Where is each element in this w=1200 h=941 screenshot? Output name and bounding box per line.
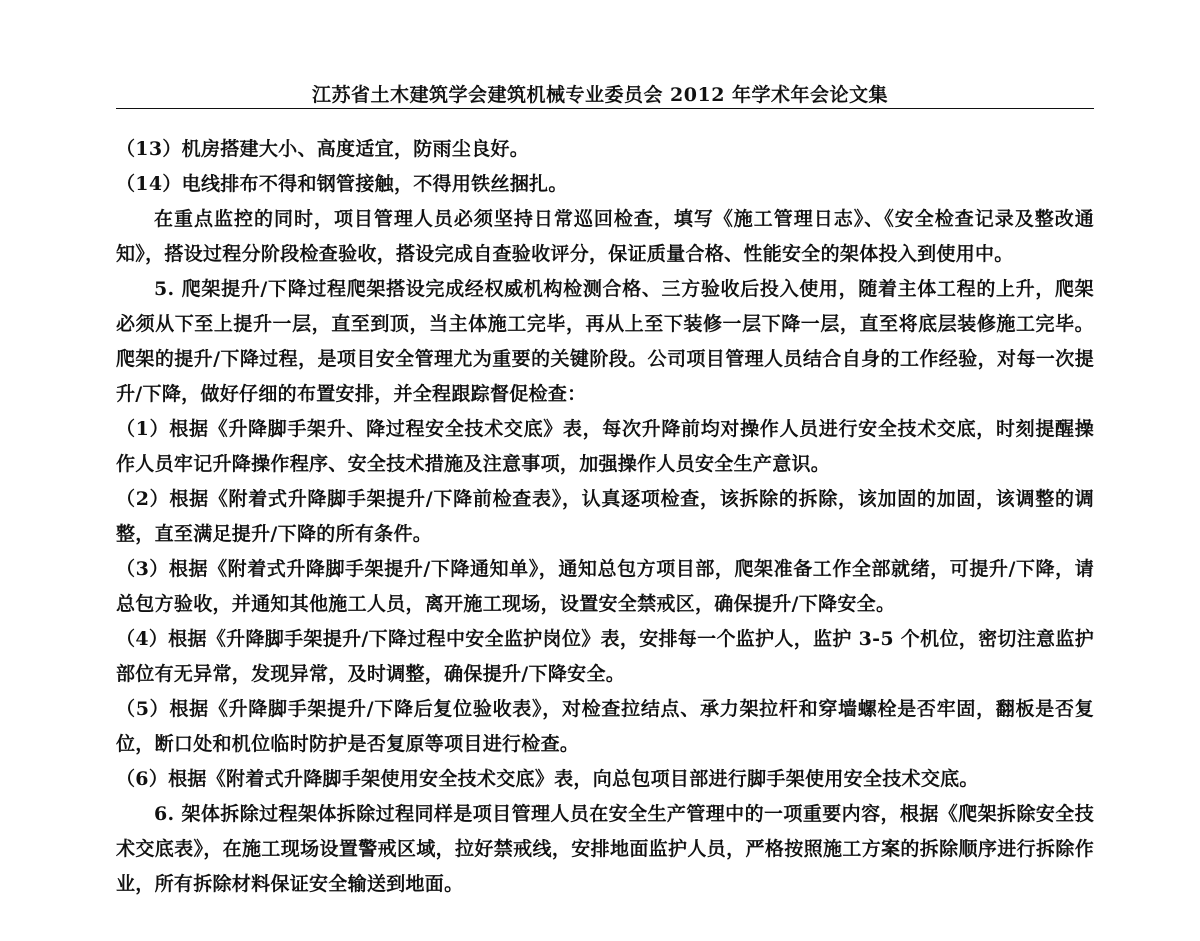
list-item-4: （4）根据《升降脚手架提升/下降过程中安全监护岗位》表，安排每一个监护人，监护 3-5 个机位，密切注意监护部位有无异常，发现异常，及时调整，确保提升/下降安全。 — [116, 628, 1094, 685]
document-body — [116, 132, 1094, 902]
list-item-1: （1）根据《升降脚手架升、降过程安全技术交底》表，每次升降前均对操作人员进行安全技术交底，时刻提醒操作人员牢记升降操作程序、安全技术措施及注意事项，加强操作人员安全生产意识。 — [116, 418, 1094, 475]
header-divider — [116, 108, 1094, 109]
list-item-2: （2）根据《附着式升降脚手架提升/下降前检查表》，认真逐项检查，该拆除的拆除，该加固的加固，该调整的调整，直至满足提升/下降的所有条件。 — [116, 488, 1094, 545]
list-item-5: （5）根据《升降脚手架提升/下降后复位验收表》，对检查拉结点、承力架拉杆和穿墙螺栓是否牢固，翻板是否复位，断口处和机位临时防护是否复原等项目进行检查。 — [116, 698, 1094, 755]
list-item-13: （13）机房搭建大小、高度适宜，防雨尘良好。 — [116, 138, 530, 160]
paragraph-inspection: 在重点监控的同时，项目管理人员必须坚持日常巡回检查，填写《施工管理日志》、《安全检查记录及整改通知》，搭设过程分阶段检查验收，搭设完成自查验收评分，保证质量合格、性能安全的架体投入到使用中。 — [116, 208, 1094, 265]
list-item-6: （6）根据《附着式升降脚手架使用安全技术交底》表，向总包项目部进行脚手架使用安全技术交底。 — [116, 768, 979, 790]
list-item-3: （3）根据《附着式升降脚手架提升/下降通知单》，通知总包方项目部，爬架准备工作全部就绪，可提升/下降，请总包方验收，并通知其他施工人员，离开施工现场，设置安全禁戒区，确保提升/下降安全。 — [116, 558, 1094, 615]
paragraph-section-5: 5. 爬架提升/下降过程爬架搭设完成经权威机构检测合格、三方验收后投入使用，随着主体工程的上升，爬架必须从下至上提升一层，直至到顶，当主体施工完毕，再从上至下装修一层下降一层，直至将底层装修施工完毕。爬架的提升/下降过程，是项目安全管理尤为重要的关键阶段。公司项目管理人员结合自身的工作经验，对每一次提升/下降，做好仔细的布置安排，并全程跟踪督促检查： — [116, 278, 1094, 405]
list-item-14: （14）电线排布不得和钢管接触，不得用铁丝捆扎。 — [116, 173, 568, 195]
running-header: 江苏省土木建筑学会建筑机械专业委员会 2012 年学术年会论文集 — [311, 84, 889, 106]
paragraph-section-6: 6. 架体拆除过程架体拆除过程同样是项目管理人员在安全生产管理中的一项重要内容，根据《爬架拆除安全技术交底表》，在施工现场设置警戒区域，拉好禁戒线，安排地面监护人员，严格按照施工方案的拆除顺序进行拆除作业，所有拆除材料保证安全输送到地面。 — [116, 803, 1094, 895]
